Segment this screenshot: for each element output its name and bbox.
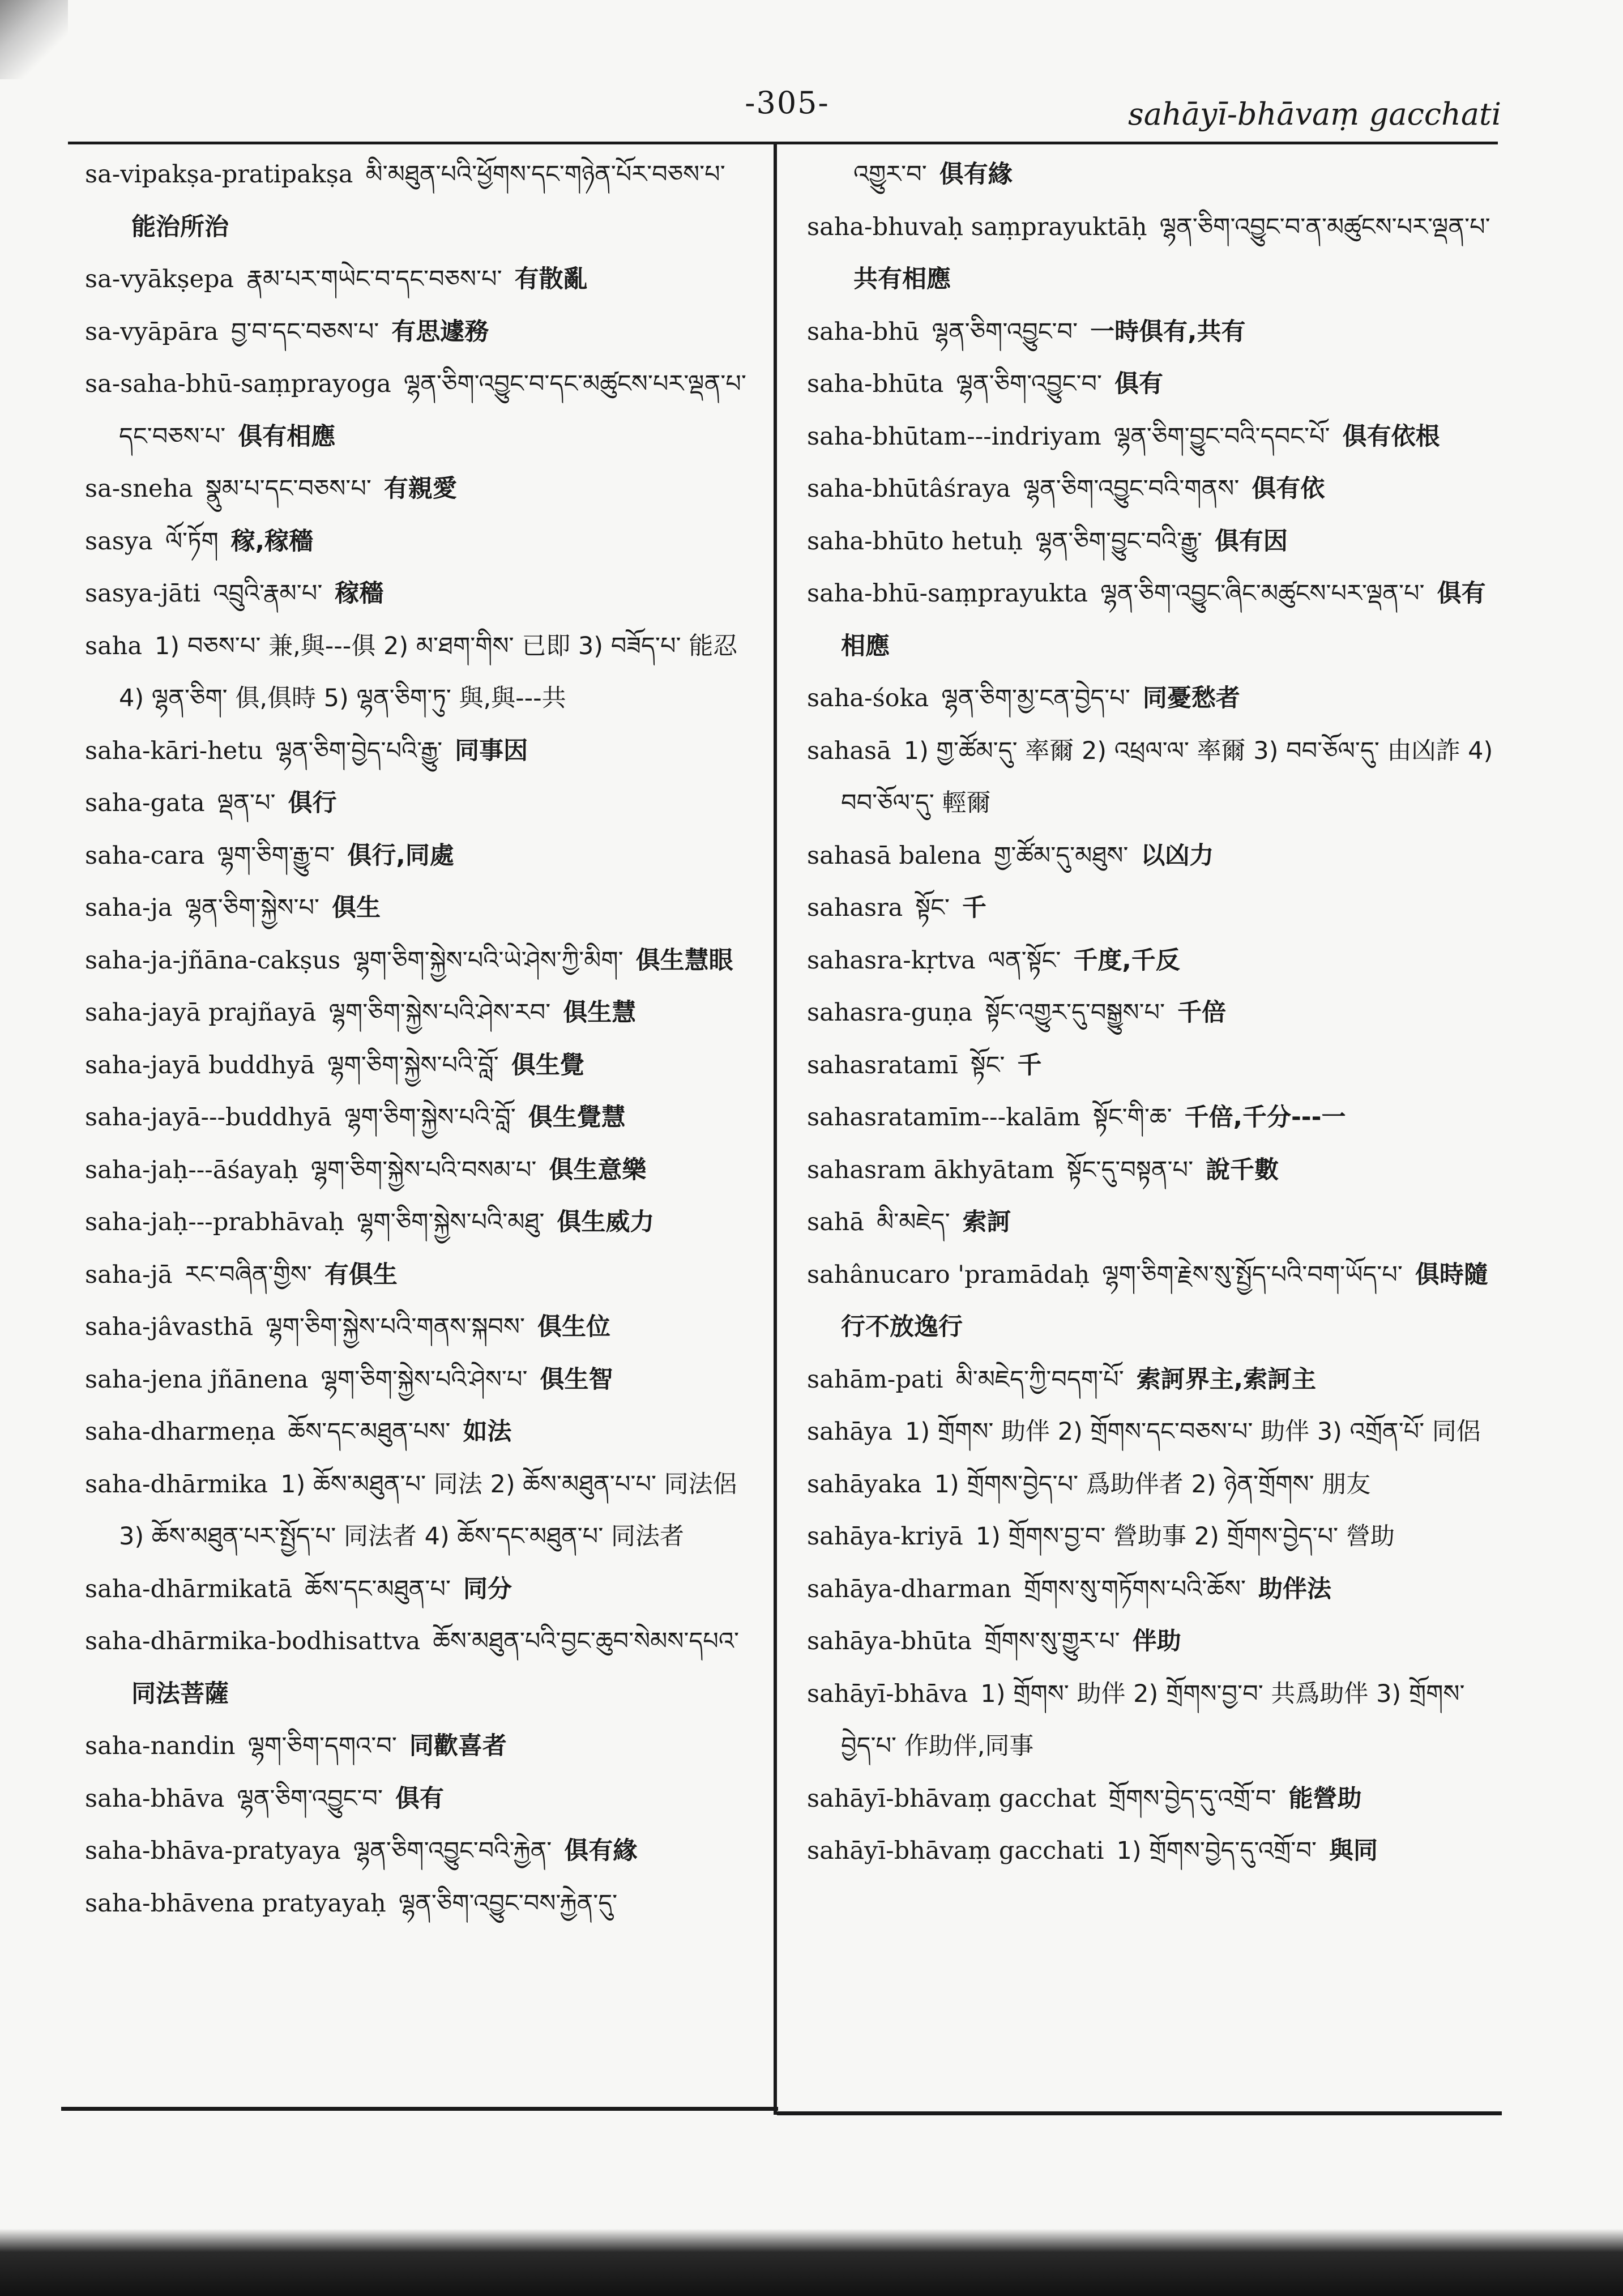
dictionary-entry	[807, 358, 1495, 411]
entry-chinese: 索訶	[962, 1208, 1011, 1236]
entry-tibetan: སྟོང་	[970, 1051, 1005, 1079]
dictionary-entry	[85, 567, 750, 620]
entry-chinese: 俱生	[332, 894, 381, 922]
entry-tibetan: ལྷན་ཅིག་བྱེད་པའི་རྒྱུ་	[275, 736, 443, 765]
entry-headword: sahasā	[807, 736, 891, 765]
entry-chinese: 俱行	[288, 789, 337, 817]
entry-headword: sa-saha-bhū-saṃprayoga	[85, 370, 391, 398]
entry-chinese: 索訶界主,索訶主	[1136, 1365, 1317, 1394]
dictionary-entry	[807, 1668, 1495, 1773]
entry-chinese: 稼穡	[335, 579, 384, 608]
entry-chinese: 同歡喜者	[409, 1732, 507, 1760]
dictionary-entry	[85, 1877, 750, 1930]
entry-headword: saha-jā	[85, 1260, 173, 1289]
entry-tibetan: ལྷག་ཅིག་དགའ་བ་	[247, 1732, 397, 1760]
entry-tibetan: རྣམ་པར་གཡེང་བ་དང་བཅས་པ་	[246, 265, 502, 293]
entry-chinese: 稼,稼穡	[230, 527, 314, 556]
dictionary-entry	[807, 1563, 1495, 1616]
dictionary-entry	[807, 148, 1495, 201]
entry-headword: sahasratamī	[807, 1051, 958, 1079]
entry-tibetan: ལྷག་ཅིག་སྐྱེས་པའི་བློ་	[327, 1051, 499, 1079]
entry-tibetan: ལྡན་པ་	[217, 789, 276, 817]
dictionary-entry	[85, 1249, 750, 1301]
dictionary-entry	[85, 515, 750, 568]
dictionary-entry	[85, 830, 750, 882]
entry-tibetan: གྲོགས་སུ་གཏོགས་པའི་ཆོས་	[1024, 1574, 1246, 1603]
entry-tibetan: ཆོས་དང་མཐུན་པ་	[305, 1574, 451, 1603]
dictionary-entry	[807, 725, 1495, 830]
scan-corner-artifact	[0, 0, 68, 79]
entry-headword: sahā	[807, 1208, 865, 1236]
entry-chinese: 千度,千反	[1073, 946, 1180, 975]
entry-headword: sasya	[85, 527, 153, 556]
dictionary-entry	[85, 777, 750, 830]
entry-tibetan: ལྷན་ཅིག་བྱུང་བའི་དབང་པོ་	[1113, 422, 1330, 451]
entry-tibetan: ལྷན་ཅིག་སྐྱེས་པ་	[185, 894, 320, 922]
entry-tibetan: ལྷན་ཅིག་འབྱུང་བའི་རྐྱེན་	[353, 1837, 552, 1865]
entry-tibetan: 1) གྲོགས་ 助伴 2) གྲོགས་བྱ་བ་ 共爲助伴 3) གྲོགས་བྱེད་པ་ 作助伴,同事	[841, 1679, 1465, 1760]
dictionary-entry	[807, 1773, 1495, 1825]
column-divider	[774, 142, 777, 2115]
entry-tibetan: བྱ་བ་དང་བཅས་པ་	[230, 317, 379, 346]
dictionary-entry	[807, 1825, 1495, 1877]
entry-tibetan: སྟོང་	[915, 894, 950, 922]
entry-chinese: 俱有緣	[564, 1837, 638, 1865]
entry-chinese: 千	[962, 894, 987, 922]
entry-tibetan: ལྷན་ཅིག་འབྱུང་ཞིང་མཚུངས་པར་ལྡན་པ་	[1100, 579, 1425, 608]
entry-headword: sahasra-kṛtva	[807, 946, 976, 975]
entry-tibetan: ལྷག་ཅིག་སྐྱེས་པའི་མཐུ་	[357, 1208, 545, 1236]
entry-tibetan: ལྷག་ཅིག་སྐྱེས་པའི་ཤེས་པ་	[321, 1365, 528, 1394]
dictionary-entry	[85, 1773, 750, 1825]
entry-headword: saha-jena jñānena	[85, 1365, 309, 1394]
dictionary-entry	[807, 1354, 1495, 1406]
dictionary-entry	[807, 882, 1495, 934]
entry-tibetan: 1) ཆོས་མཐུན་པ་ 同法 2) ཆོས་མཐུན་པ་པ་ 同法侶 3) ཆོས་མཐུན་པར་སྤྱོད་པ་ 同法者 4) ཆོས་དང་མཐུན་པ་ 同法者	[119, 1470, 737, 1551]
entry-chinese: 俱生覺慧	[528, 1103, 626, 1132]
entry-headword: saha-jaḥ---āśayaḥ	[85, 1155, 298, 1184]
entry-chinese: 俱生覺	[511, 1051, 584, 1079]
entry-chinese: 俱生慧眼	[635, 946, 733, 975]
entry-chinese: 俱有依根	[1342, 422, 1440, 451]
dictionary-entry	[807, 1249, 1495, 1354]
dictionary-entry	[85, 1091, 750, 1144]
dictionary-entry	[807, 1039, 1495, 1092]
dictionary-entry	[85, 1354, 750, 1406]
entry-tibetan: 1) བཅས་པ་ 兼,與---俱 2) མ་ཐག་གིས་ 已即 3) བཟོད་པ་ 能忍 4) ལྷན་ཅིག་ 俱,俱時 5) ལྷན་ཅིག་ཏུ་ 與,與---共	[119, 631, 738, 712]
entry-tibetan: ལྷག་ཅིག་སྐྱེས་པའི་གནས་སྐབས་	[266, 1313, 526, 1341]
running-head: sahāyī-bhāvaṃ gacchati	[1128, 96, 1501, 132]
entry-chinese: 助伴法	[1258, 1574, 1332, 1603]
entry-headword: saha-gata	[85, 789, 205, 817]
entry-headword: sahāya-dharman	[807, 1574, 1012, 1603]
dictionary-entry	[807, 201, 1495, 306]
entry-tibetan: 1) གྲོགས་བྱ་བ་ 營助事 2) གྲོགས་བྱེད་པ་ 營助	[975, 1522, 1395, 1551]
entry-headword: saha-bhāvena pratyayaḥ	[85, 1889, 386, 1918]
entry-headword: saha-bhūtâśraya	[807, 475, 1011, 503]
entry-tibetan: གྲོགས་སུ་གྱུར་པ་	[984, 1627, 1120, 1655]
entry-headword: sahāyī-bhāva	[807, 1679, 968, 1708]
entry-chinese: 俱生意樂	[549, 1155, 647, 1184]
dictionary-entry	[85, 1615, 750, 1720]
dictionary-entry	[85, 1825, 750, 1877]
entry-tibetan: ལྷན་ཅིག་འབྱུང་བའི་གནས་	[1023, 475, 1240, 503]
entry-chinese: 有親愛	[383, 475, 457, 503]
entry-tibetan: མི་མཐུན་པའི་ཕྱོགས་དང་གཉེན་པོར་བཅས་པ་	[365, 160, 725, 189]
dictionary-entry	[807, 1091, 1495, 1144]
entry-headword: saha-bhūtam---indriyam	[807, 422, 1101, 451]
bottom-rule-left	[61, 2107, 778, 2111]
entry-tibetan: 1) གྲོགས་བྱེད་དུ་འགྲོ་བ་	[1116, 1837, 1317, 1865]
entry-chinese: 俱生慧	[563, 998, 637, 1027]
page-number: -305-	[745, 85, 830, 121]
entry-chinese: 俱有因	[1214, 527, 1288, 556]
entry-chinese: 俱生智	[540, 1365, 613, 1394]
dictionary-entry	[85, 253, 750, 306]
entry-headword: saha-ja	[85, 894, 173, 922]
bottom-rule-right	[777, 2111, 1502, 2115]
scan-edge-shadow	[0, 2229, 1623, 2296]
entry-chinese: 伴助	[1132, 1627, 1181, 1655]
entry-headword: saha-bhāva	[85, 1784, 225, 1813]
entry-tibetan: སྣུམ་པ་དང་བཅས་པ་	[205, 475, 371, 503]
dictionary-entry	[85, 306, 750, 359]
entry-headword: saha-bhuvaḥ saṃprayuktāḥ	[807, 212, 1147, 241]
dictionary-entry	[807, 1196, 1495, 1249]
entry-tibetan: ལྷག་ཅིག་སྐྱེས་པའི་ཡེ་ཤེས་ཀྱི་མིག་	[353, 946, 623, 975]
entry-headword: sahāya	[807, 1418, 892, 1446]
entry-tibetan: ལན་སྟོང་	[988, 946, 1061, 975]
entry-tibetan: འབྲུའི་རྣམ་པ་	[213, 579, 323, 608]
entry-tibetan: 1) གྲོགས་བྱེད་པ་ 爲助伴者 2) ཉེན་གྲོགས་ 朋友	[934, 1470, 1371, 1499]
dictionary-entry	[807, 1458, 1495, 1511]
entry-headword: sa-sneha	[85, 475, 193, 503]
entry-chinese: 千	[1017, 1051, 1042, 1079]
entry-headword: saha-jayā buddhyā	[85, 1051, 315, 1079]
dictionary-entry	[85, 1563, 750, 1616]
dictionary-entry	[85, 1196, 750, 1249]
entry-headword: saha-jayā---buddhyā	[85, 1103, 332, 1132]
dictionary-entry	[85, 1144, 750, 1197]
entry-chinese: 俱生位	[537, 1313, 611, 1341]
dictionary-entry	[807, 1615, 1495, 1668]
dictionary-entry	[85, 358, 750, 463]
entry-chinese: 俱有相應	[841, 579, 1486, 660]
entry-tibetan: ལྷན་ཅིག་བྱུང་བའི་རྒྱུ་	[1035, 527, 1202, 556]
entry-tibetan: མི་མཇེད་ཀྱི་བདག་པོ་	[955, 1365, 1124, 1394]
entry-headword: saha-jâvasthā	[85, 1313, 254, 1341]
entry-chinese: 能治所治	[131, 212, 229, 241]
dictionary-entry	[807, 567, 1495, 672]
entry-headword: sahasram ākhyātam	[807, 1155, 1054, 1184]
entry-headword: sahasā balena	[807, 841, 982, 870]
entry-headword: sahāya-bhūta	[807, 1627, 972, 1655]
entry-headword: sahāya-kriyā	[807, 1522, 963, 1551]
entry-headword: sahāyaka	[807, 1470, 922, 1499]
entry-headword: saha-jayā prajñayā	[85, 998, 317, 1027]
right-column	[807, 148, 1495, 1877]
dictionary-entry	[85, 725, 750, 778]
dictionary-entry	[807, 411, 1495, 463]
entry-headword: saha	[85, 631, 143, 660]
entry-headword: saha-ja-jñāna-cakṣus	[85, 946, 341, 975]
dictionary-entry	[807, 1406, 1495, 1458]
dictionary-entry	[807, 515, 1495, 568]
entry-chinese: 同法菩薩	[131, 1679, 229, 1708]
entry-headword: saha-bhū-saṃprayukta	[807, 579, 1088, 608]
entry-tibetan: ལྷག་ཅིག་རྗེས་སུ་སྤྱོད་པའི་བག་ཡོད་པ་	[1102, 1260, 1403, 1289]
dictionary-entry	[807, 306, 1495, 359]
entry-tibetan: ལྷན་ཅིག་འབྱུང་བ་	[237, 1784, 383, 1813]
entry-tibetan: ལྷག་ཅིག་སྐྱེས་པའི་བསམ་པ་	[310, 1155, 537, 1184]
entry-chinese: 共有相應	[853, 265, 951, 293]
entry-chinese: 一時俱有,共有	[1090, 317, 1246, 346]
entry-tibetan: གྱ་ཚོམ་དུ་མཐུས་	[994, 841, 1129, 870]
entry-tibetan: 1) གྲོགས་ 助伴 2) གྲོགས་དང་བཅས་པ་ 助伴 3) འགྲོན་པོ་ 同侶	[904, 1418, 1481, 1446]
entry-chinese: 俱時隨行不放逸行	[841, 1260, 1488, 1341]
entry-chinese: 千倍,千分---一	[1184, 1103, 1346, 1132]
entry-headword: saha-śoka	[807, 684, 929, 712]
entry-headword: saha-kāri-hetu	[85, 736, 263, 765]
dictionary-entry	[85, 620, 750, 725]
entry-chinese: 有思遽務	[391, 317, 489, 346]
entry-headword: sahânucaro 'pramādaḥ	[807, 1260, 1090, 1289]
entry-tibetan: ལྷན་ཅིག་འབྱུང་བ་དང་མཚུངས་པར་ལྡན་པ་དང་བཅས་པ་	[119, 370, 746, 451]
entry-headword: sa-vyāpāra	[85, 317, 219, 346]
entry-chinese: 俱有依	[1252, 475, 1325, 503]
dictionary-entry	[85, 463, 750, 515]
entry-tibetan: ལོ་ཏོག	[165, 527, 219, 556]
entry-headword: saha-cara	[85, 841, 205, 870]
entry-headword: saha-bhāva-pratyaya	[85, 1837, 341, 1865]
entry-chinese: 俱有緣	[939, 160, 1013, 189]
entry-headword: saha-bhūto hetuḥ	[807, 527, 1023, 556]
entry-chinese: 如法	[463, 1418, 512, 1446]
entry-chinese: 同憂愁者	[1142, 684, 1240, 712]
entry-tibetan: ལྷན་ཅིག་འབྱུང་བ་	[932, 317, 1078, 346]
dictionary-entry	[807, 934, 1495, 987]
entry-chinese: 與同	[1329, 1837, 1378, 1865]
entry-tibetan: ལྷན་ཅིག་འབྱུང་བ་	[956, 370, 1103, 398]
dictionary-entry	[807, 987, 1495, 1039]
entry-chinese: 俱有相應	[238, 422, 336, 451]
entry-headword: sa-vyākṣepa	[85, 265, 234, 293]
entry-headword: saha-dhārmika-bodhisattva	[85, 1627, 421, 1655]
dictionary-entry	[807, 830, 1495, 882]
entry-tibetan: སྟོང་དུ་བསྟན་པ་	[1066, 1155, 1194, 1184]
dictionary-entry	[85, 1301, 750, 1354]
entry-headword: saha-dhārmikatā	[85, 1574, 293, 1603]
entry-tibetan: ལྷན་ཅིག་འབྱུང་བས་རྐྱེན་དུ་	[398, 1889, 618, 1918]
entry-chinese: 有俱生	[324, 1260, 398, 1289]
entry-headword: saha-dharmeṇa	[85, 1418, 276, 1446]
entry-tibetan: ལྷན་ཅིག་འབྱུང་བ་ན་མཚུངས་པར་ལྡན་པ་	[1159, 212, 1490, 241]
entry-chinese: 同分	[463, 1574, 512, 1603]
entry-tibetan: མི་མཇེད་	[877, 1208, 950, 1236]
entry-tibetan: འགྱུར་བ་	[853, 160, 927, 189]
entry-headword: saha-bhū	[807, 317, 920, 346]
entry-headword: sasya-jāti	[85, 579, 201, 608]
dictionary-entry	[85, 1406, 750, 1458]
entry-headword: saha-dhārmika	[85, 1470, 268, 1499]
entry-chinese: 同事因	[455, 736, 528, 765]
entry-headword: sahāyī-bhāvaṃ gacchati	[807, 1837, 1104, 1865]
dictionary-entry	[807, 463, 1495, 515]
left-column	[85, 148, 750, 1930]
entry-chinese: 俱行,同處	[347, 841, 454, 870]
entry-headword: sahasra	[807, 894, 903, 922]
top-rule	[68, 142, 1498, 144]
dictionary-entry	[85, 934, 750, 987]
entry-chinese: 俱有	[1114, 370, 1164, 398]
entry-chinese: 有散亂	[514, 265, 588, 293]
entry-headword: saha-bhūta	[807, 370, 944, 398]
entry-chinese: 俱有	[395, 1784, 445, 1813]
entry-headword: sahāyī-bhāvaṃ gacchat	[807, 1784, 1096, 1813]
dictionary-entry	[85, 882, 750, 934]
entry-tibetan: ལྷན་ཅིག་མྱ་ངན་བྱེད་པ་	[941, 684, 1130, 712]
entry-tibetan: ཆོས་མཐུན་པའི་བྱང་ཆུབ་སེམས་དཔའ་	[433, 1627, 739, 1655]
entry-chinese: 千倍	[1177, 998, 1227, 1027]
entry-tibetan: སྟོང་གི་ཆ་	[1092, 1103, 1172, 1132]
dictionary-entry	[85, 987, 750, 1039]
dictionary-entry	[85, 1039, 750, 1092]
entry-tibetan: གྲོགས་བྱེད་དུ་འགྲོ་བ་	[1108, 1784, 1276, 1813]
dictionary-entry	[807, 1144, 1495, 1197]
entry-headword: sa-vipakṣa-pratipakṣa	[85, 160, 353, 189]
entry-tibetan: ལྷག་ཅིག་སྐྱེས་པའི་ཤེས་རབ་	[328, 998, 551, 1027]
entry-headword: sahām-pati	[807, 1365, 943, 1394]
entry-headword: sahasra-guṇa	[807, 998, 973, 1027]
entry-tibetan: ལྷག་ཅིག་རྒྱུ་བ་	[217, 841, 335, 870]
entry-tibetan: སྟོང་འགྱུར་དུ་བསྒྱུས་པ་	[985, 998, 1165, 1027]
entry-tibetan: ཆོས་དང་མཐུན་པས་	[288, 1418, 451, 1446]
entry-tibetan: ལྷག་ཅིག་སྐྱེས་པའི་བློ་	[344, 1103, 516, 1132]
dictionary-entry	[85, 148, 750, 253]
entry-headword: sahasratamīm---kalām	[807, 1103, 1080, 1132]
entry-chinese: 以凶力	[1141, 841, 1214, 870]
entry-tibetan: རང་བཞིན་གྱིས་	[185, 1260, 312, 1289]
dictionary-entry	[807, 1510, 1495, 1563]
entry-chinese: 說千數	[1206, 1155, 1279, 1184]
entry-headword: saha-jaḥ---prabhāvaḥ	[85, 1208, 345, 1236]
entry-chinese: 能營助	[1288, 1784, 1362, 1813]
dictionary-entry	[85, 1720, 750, 1773]
entry-chinese: 俱生威力	[557, 1208, 655, 1236]
dictionary-entry	[85, 1458, 750, 1563]
entry-headword: saha-nandin	[85, 1732, 236, 1760]
entry-tibetan: 1) གྱ་ཚོམ་དུ་ 率爾 2) འཕྲལ་ལ་ 率爾 3) བབ་ཅོལ་དུ་ 由凶詐 4) བབ་ཅོལ་དུ་ 輕爾	[841, 736, 1493, 817]
dictionary-entry	[807, 672, 1495, 725]
